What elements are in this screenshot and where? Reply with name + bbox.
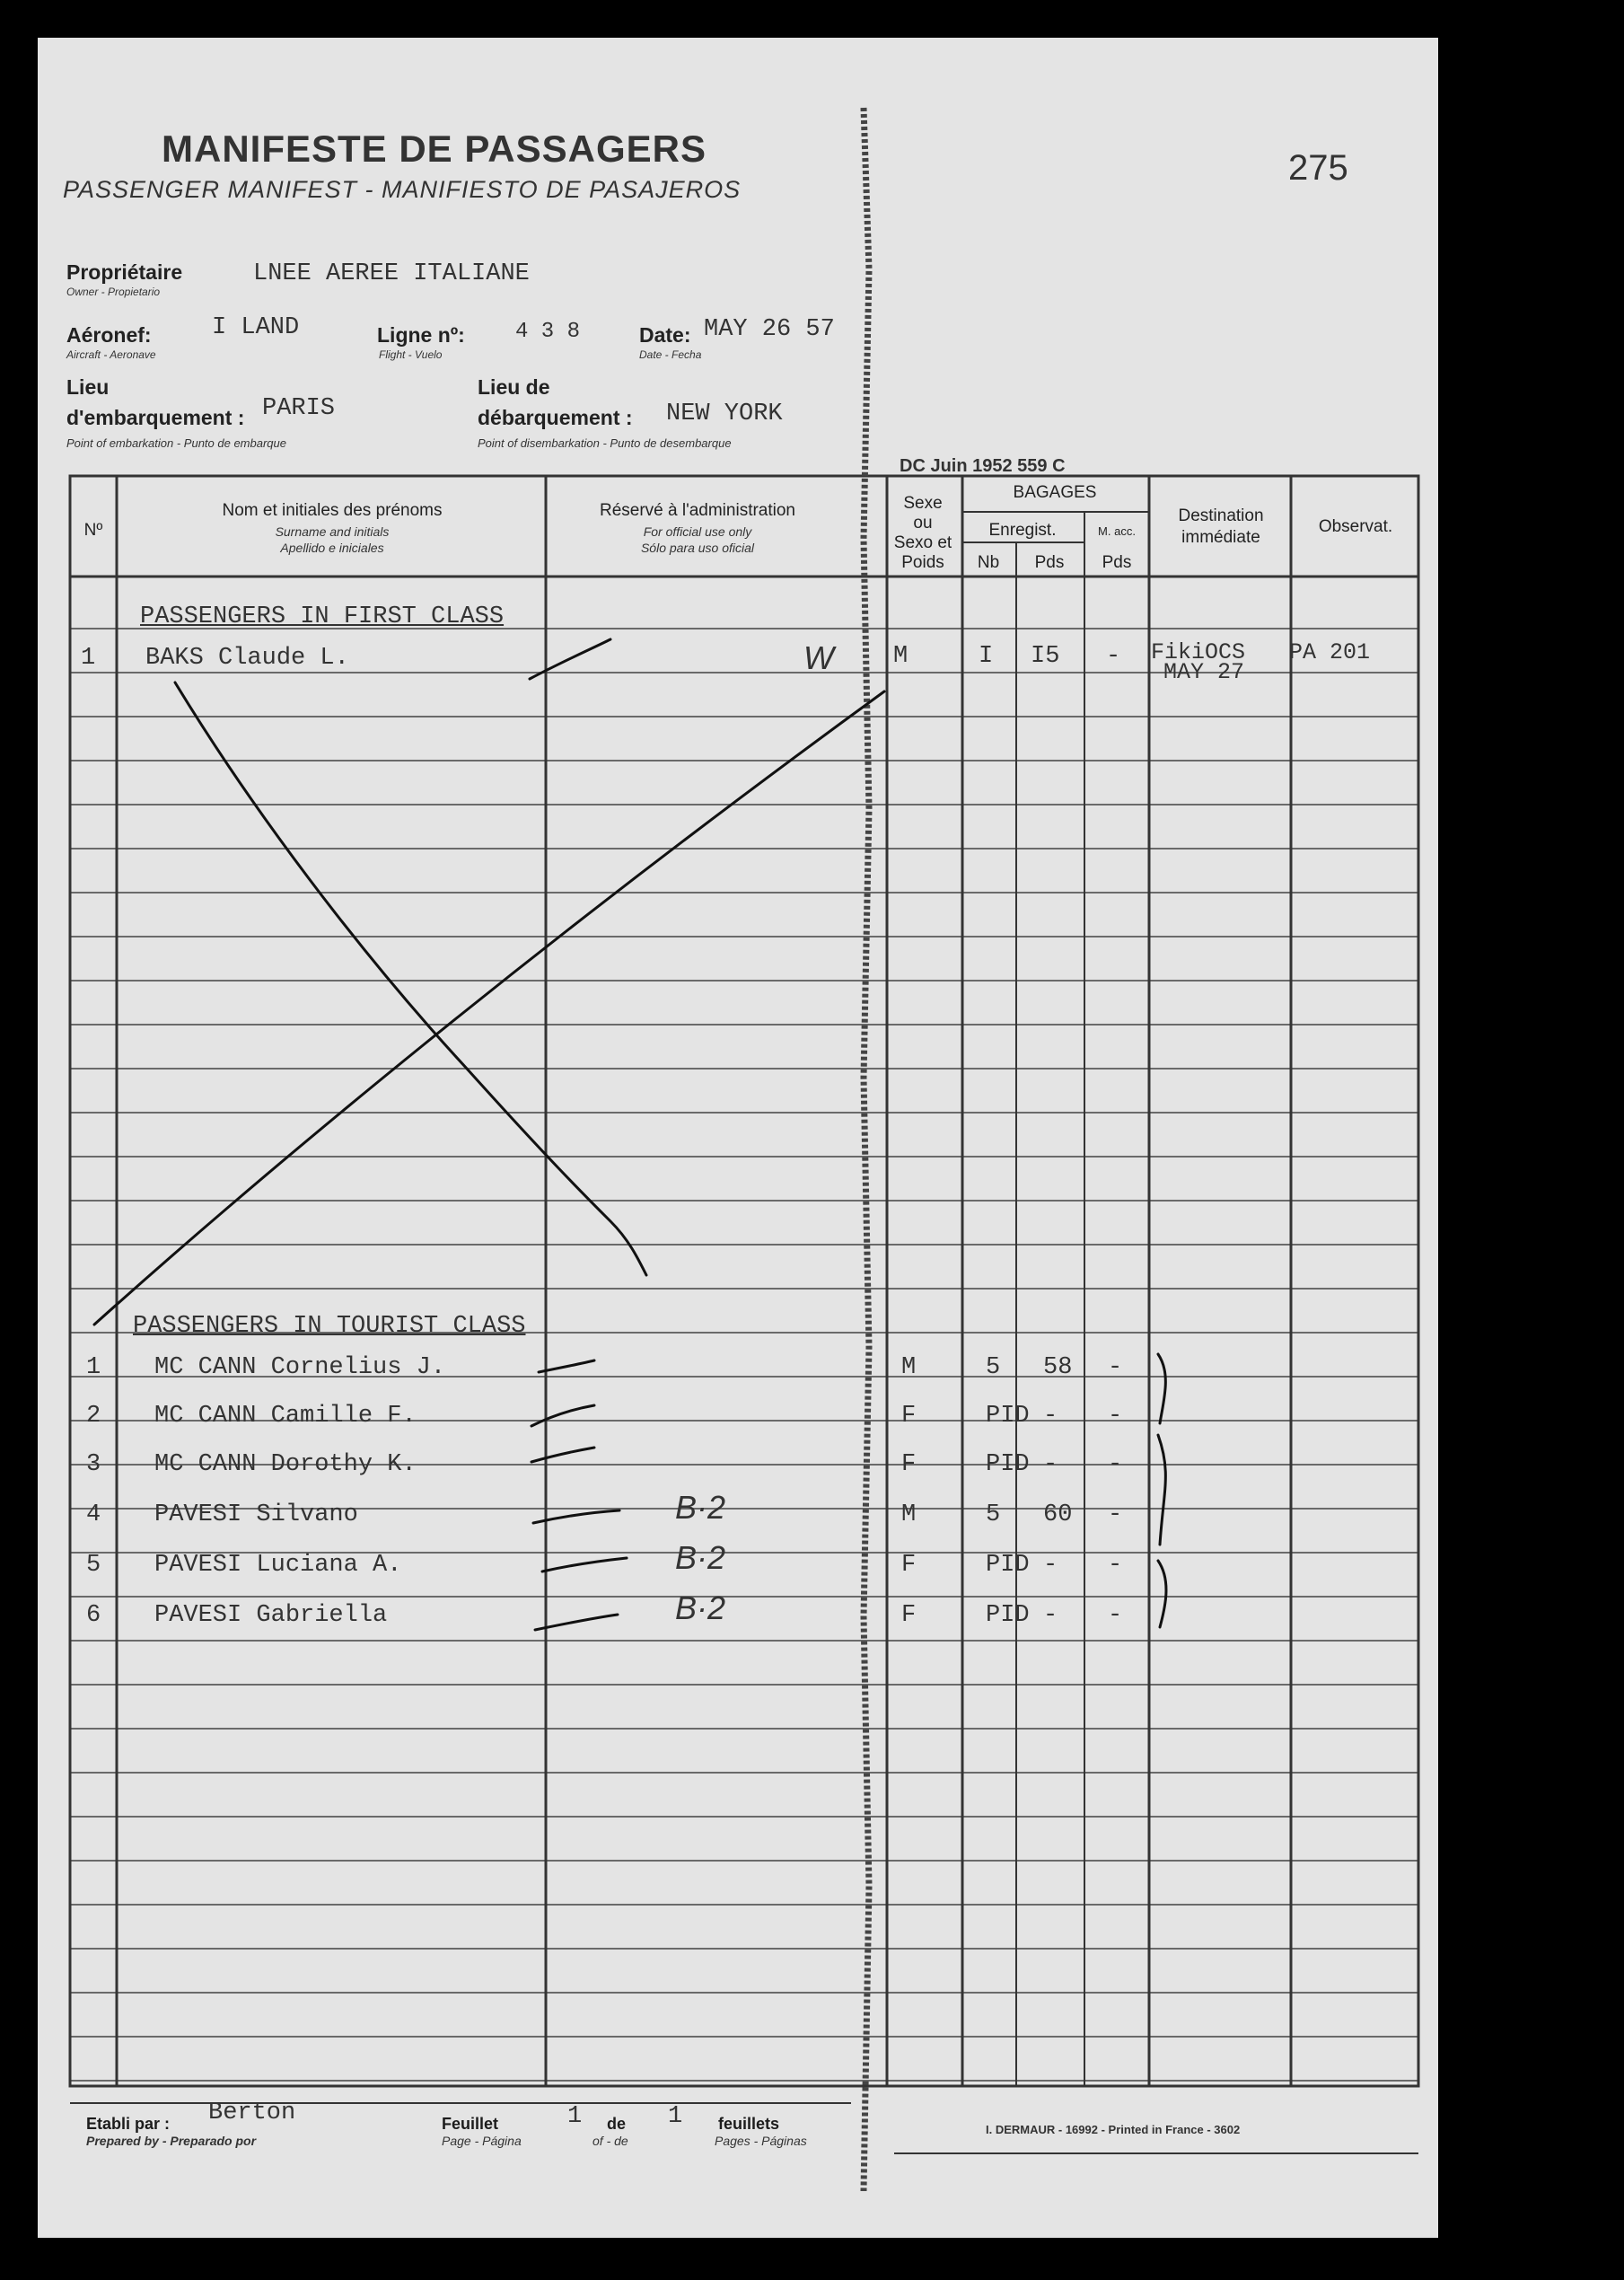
first-class-nb: I bbox=[979, 643, 994, 670]
embark-value: PARIS bbox=[262, 395, 336, 422]
tourist-row-pds: 58 bbox=[1043, 1354, 1073, 1381]
first-class-no: 1 bbox=[81, 645, 96, 672]
page-label: Feuillet bbox=[442, 2115, 499, 2133]
first-class-heading: PASSENGERS IN FIRST CLASS bbox=[140, 603, 505, 630]
tourist-row-sex: M bbox=[901, 1354, 917, 1381]
fold-seam bbox=[864, 108, 869, 2191]
printer-credit: I. DERMAUR - 16992 - Printed in France - 3602 bbox=[986, 2123, 1241, 2136]
page-title: MANIFESTE DE PASSAGERS bbox=[162, 128, 707, 170]
first-class-sex: M bbox=[893, 643, 909, 670]
page-value: 1 bbox=[567, 2103, 583, 2130]
col-baggage: BAGAGES bbox=[1013, 483, 1097, 502]
col-hand-pds: Pds bbox=[1102, 553, 1132, 572]
embark-sub: Point of embarkation - Punto de embarque bbox=[66, 436, 286, 450]
col-reserved-sub2: Sólo para uso oficial bbox=[640, 541, 755, 555]
prepared-value: Berton bbox=[208, 2100, 296, 2126]
form-code: DC Juin 1952 559 C bbox=[900, 456, 1066, 476]
col-name-sub2: Apellido e iniciales bbox=[280, 541, 384, 555]
tourist-row-nb: 5 bbox=[986, 1354, 1001, 1381]
tourist-row-pds: - bbox=[1043, 1403, 1058, 1430]
aircraft-sub: Aircraft - Aeronave bbox=[66, 348, 156, 361]
first-class-obs: PA 201 bbox=[1289, 639, 1371, 665]
first-class-dest-2: MAY 27 bbox=[1163, 659, 1245, 685]
tourist-row-sex: M bbox=[901, 1501, 917, 1528]
tourist-row-no: 2 bbox=[86, 1403, 101, 1430]
prepared-label: Etabli par : bbox=[86, 2115, 171, 2133]
tourist-row-pds: - bbox=[1043, 1552, 1058, 1579]
flight-sub: Flight - Vuelo bbox=[379, 348, 443, 361]
tourist-row-reserved: B·2 bbox=[675, 1589, 726, 1626]
tourist-row-hand: - bbox=[1108, 1552, 1123, 1579]
tourist-row-nb: PID bbox=[986, 1403, 1030, 1430]
disembark-label-2: débarquement : bbox=[478, 406, 633, 429]
col-sex-1: Sexe bbox=[903, 494, 943, 513]
flight-label: Ligne nº: bbox=[377, 323, 465, 347]
page-number: 275 bbox=[1288, 148, 1348, 188]
tick-mark-5 bbox=[542, 1558, 627, 1571]
disembark-label-1: Lieu de bbox=[478, 375, 550, 399]
tourist-row-reserved: B·2 bbox=[675, 1489, 726, 1526]
tourist-row-name: PAVESI Gabriella bbox=[154, 1602, 388, 1629]
cross-out-stroke-2 bbox=[94, 691, 884, 1325]
tourist-row-hand: - bbox=[1108, 1451, 1123, 1478]
aircraft-label: Aéronef: bbox=[66, 323, 152, 347]
flight-value: 4 3 8 bbox=[515, 320, 581, 344]
embark-label-2: d'embarquement : bbox=[66, 406, 245, 429]
col-reserved-sub1: For official use only bbox=[643, 524, 752, 539]
tourist-row-name: MC CANN Camille F. bbox=[154, 1403, 417, 1430]
tourist-class-heading: PASSENGERS IN TOURIST CLASS bbox=[133, 1313, 526, 1340]
bracket bbox=[1158, 1354, 1166, 1627]
embark-label-1: Lieu bbox=[66, 375, 110, 399]
tourist-row-pds: 60 bbox=[1043, 1501, 1073, 1528]
tourist-row-no: 5 bbox=[86, 1552, 101, 1579]
page-sub: Page - Página bbox=[442, 2134, 522, 2148]
col-hand: M. acc. bbox=[1098, 524, 1136, 538]
col-sex-4: Poids bbox=[901, 553, 944, 572]
owner-sub: Owner - Propietario bbox=[66, 286, 161, 298]
prepared-sub: Prepared by - Preparado por bbox=[86, 2134, 257, 2148]
tourist-row-nb: PID bbox=[986, 1552, 1030, 1579]
cross-out-stroke-1 bbox=[175, 682, 646, 1275]
first-class-hand: - bbox=[1106, 643, 1121, 670]
first-class-pds: I5 bbox=[1031, 643, 1060, 670]
first-class-dest-1: FikiOCS bbox=[1151, 639, 1246, 665]
col-registered: Enregist. bbox=[988, 521, 1057, 540]
tourist-row-sex: F bbox=[901, 1602, 917, 1629]
tourist-row-hand: - bbox=[1108, 1403, 1123, 1430]
col-sex-2: ou bbox=[913, 514, 933, 533]
page-subtitle: PASSENGER MANIFEST - MANIFIESTO DE PASAJEROS bbox=[63, 176, 742, 203]
tourist-row-hand: - bbox=[1108, 1354, 1123, 1381]
of-sub: of - de bbox=[593, 2134, 628, 2148]
date-label: Date: bbox=[639, 323, 691, 347]
col-no: Nº bbox=[83, 521, 103, 540]
pages-label: feuillets bbox=[718, 2115, 780, 2133]
tourist-row-nb: PID bbox=[986, 1602, 1030, 1629]
col-name: Nom et initiales des prénoms bbox=[222, 501, 443, 520]
tourist-row-reserved: B·2 bbox=[675, 1539, 726, 1576]
col-nb: Nb bbox=[977, 553, 1000, 572]
tourist-row-no: 1 bbox=[86, 1354, 101, 1381]
tourist-row-name: MC CANN Dorothy K. bbox=[154, 1451, 417, 1478]
tick-mark-3 bbox=[531, 1448, 594, 1462]
col-observ: Observat. bbox=[1318, 517, 1393, 536]
first-class-name: BAKS Claude L. bbox=[145, 645, 349, 672]
owner-value: LNEE AEREE ITALIANE bbox=[253, 260, 530, 287]
tourist-row-sex: F bbox=[901, 1403, 917, 1430]
tick-mark-2 bbox=[531, 1405, 594, 1426]
date-value: MAY 26 57 bbox=[704, 316, 835, 343]
disembark-sub: Point of disembarkation - Punto de desembarque bbox=[478, 436, 732, 450]
tourist-row-sex: F bbox=[901, 1552, 917, 1579]
owner-label: Propriétaire bbox=[66, 260, 183, 284]
tourist-row-no: 6 bbox=[86, 1602, 101, 1629]
tourist-row-sex: F bbox=[901, 1451, 917, 1478]
tourist-row-pds: - bbox=[1043, 1451, 1058, 1478]
tourist-row-name: PAVESI Luciana A. bbox=[154, 1552, 402, 1579]
tourist-row-hand: - bbox=[1108, 1501, 1123, 1528]
first-class-reserved: W bbox=[803, 639, 834, 676]
tourist-row-no: 3 bbox=[86, 1451, 101, 1478]
date-sub: Date - Fecha bbox=[639, 348, 702, 361]
tourist-row-name: MC CANN Cornelius J. bbox=[154, 1354, 446, 1381]
col-reserved: Réservé à l'administration bbox=[600, 501, 795, 520]
col-pds: Pds bbox=[1034, 553, 1065, 572]
of-label: de bbox=[607, 2115, 627, 2133]
tick-mark-6 bbox=[535, 1615, 618, 1630]
disembark-value: NEW YORK bbox=[666, 401, 783, 427]
col-name-sub1: Surname and initials bbox=[275, 524, 390, 539]
tourist-row-hand: - bbox=[1108, 1602, 1123, 1629]
total-value: 1 bbox=[668, 2103, 683, 2130]
pages-sub: Pages - Páginas bbox=[715, 2134, 807, 2148]
tourist-row-no: 4 bbox=[86, 1501, 101, 1528]
tourist-row-pds: - bbox=[1043, 1602, 1058, 1629]
col-destination-1: Destination bbox=[1178, 506, 1264, 525]
tourist-row-nb: 5 bbox=[986, 1501, 1001, 1528]
col-sex-3: Sexo et bbox=[893, 533, 952, 552]
col-destination-2: immédiate bbox=[1181, 528, 1260, 547]
tourist-row-nb: PID bbox=[986, 1451, 1030, 1478]
tourist-row-name: PAVESI Silvano bbox=[154, 1501, 358, 1528]
aircraft-value: I LAND bbox=[212, 314, 300, 341]
